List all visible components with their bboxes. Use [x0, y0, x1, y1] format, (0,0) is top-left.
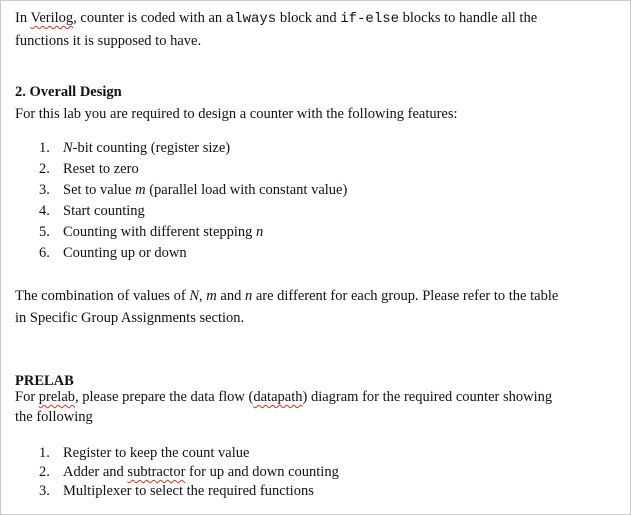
list-item: 1. N-bit counting (register size)	[39, 140, 231, 156]
list-item: 2. Adder and subtractor for up and down counting	[39, 464, 339, 480]
list-item: 3. Multiplexer to select the required functions	[39, 483, 314, 499]
design-lead: For this lab you are required to design a counter with the following features:	[15, 106, 458, 122]
always-keyword: always	[225, 11, 277, 27]
prelab-line-1: For prelab, please prepare the data flow (datapath) diagram for the required counter showing	[15, 389, 553, 405]
list-item: 2. Reset to zero	[39, 161, 139, 177]
intro-line-1: In Verilog, counter is coded with an always block and if-else blocks to handle all the	[15, 10, 538, 27]
feature-list	[39, 138, 347, 264]
prelab-paragraph	[15, 387, 618, 427]
list-item: 6. Counting up or down	[39, 245, 187, 261]
list-item: 5. Counting with different stepping n	[39, 224, 264, 240]
ifelse-keyword: if-else	[340, 11, 400, 27]
combination-line-1: The combination of values of N, m and n are different for each group. Please refer to the table	[15, 288, 559, 304]
prelab-list	[39, 444, 339, 501]
prelab-word: prelab	[38, 389, 76, 405]
list-item: 4. Start counting	[39, 203, 145, 219]
combination-line-2: in Specific Group Assignments section.	[15, 310, 245, 326]
subtractor-word: subtractor	[127, 464, 186, 480]
intro-line-2: functions it is supposed to have.	[15, 33, 202, 49]
intro-paragraph	[15, 7, 618, 52]
prelab-heading: PRELAB	[15, 373, 74, 389]
prelab-line-2: the following	[15, 409, 93, 425]
design-heading: 2. Overall Design	[15, 84, 122, 100]
combination-paragraph	[15, 285, 618, 329]
datapath-word: datapath	[253, 389, 303, 405]
verilog-word: Verilog	[30, 10, 74, 26]
list-item: 3. Set to value m (parallel load with constant value)	[39, 182, 348, 198]
list-item: 1. Register to keep the count value	[39, 445, 250, 461]
